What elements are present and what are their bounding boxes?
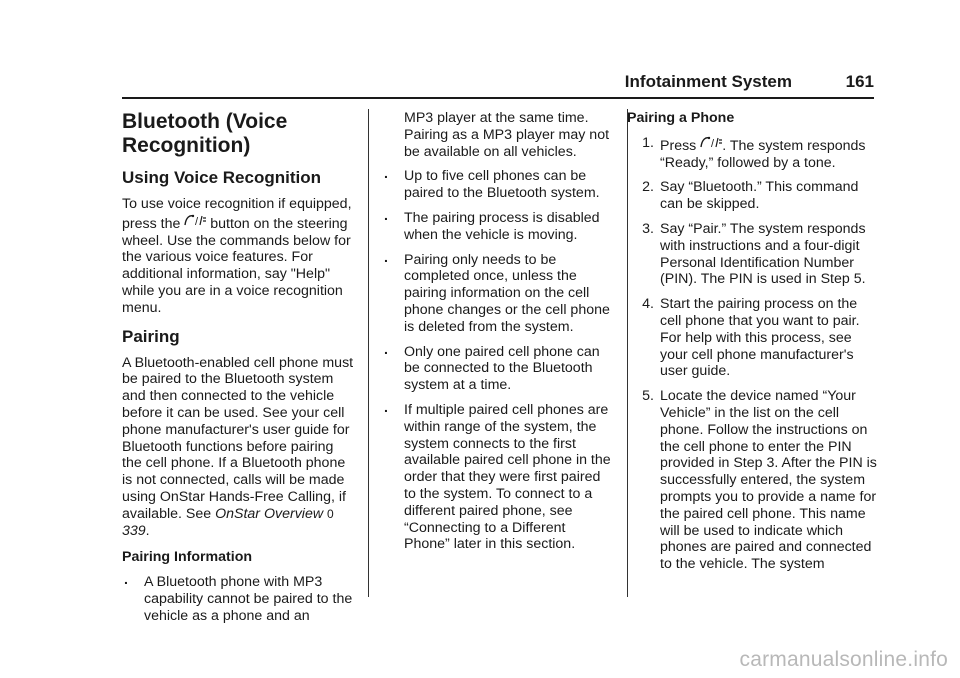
step-item: 3. Say “Pair.” The system responds with instructions and a four-digit Personal Identification Number (PIN). The PIN is used in Step 5. <box>642 220 866 288</box>
page-title: Bluetooth (Voice Recognition) <box>122 110 288 157</box>
step-item: 5. Locate the device named “Your Vehicle” in the list on the cell phone. Follow the instructions on the cell phone to enter the PIN provided in Step 3. After the PIN is successfully entered, the system prompts you to provide a name for the paired cell phone. This name will be used to indicate which phones are paired and connected to the vehicle. The system <box>642 388 877 573</box>
column-right <box>627 110 877 581</box>
list-item: . A Bluetooth phone with MP3 capability cannot be paired to the vehicle as a phone and an <box>122 574 354 624</box>
page-number: 161 <box>845 72 874 91</box>
heading-pairing: Pairing <box>122 326 180 346</box>
page-header <box>0 64 874 94</box>
svg-text:/: / <box>195 215 199 227</box>
column-left <box>122 110 354 633</box>
watermark: carmanualsonline.info <box>739 648 948 671</box>
column-divider <box>368 109 369 597</box>
list-item: . If multiple paired cell phones are within range of the system, the system connects to the first available paired cell phone in the order that they were first paired to the system. To connect to a different paired phone, see “Connecting to a Different Phone” later in this section. <box>382 402 614 553</box>
step-item: 2. Say “Bluetooth.” This command can be skipped. <box>642 179 859 213</box>
bullet-continued-text: MP3 player at the same time. Pairing as a MP3 player may not be available on all vehicles. <box>404 110 610 160</box>
pairing-paragraph: A Bluetooth-enabled cell phone must be paired to the Bluetooth system and then connected to the vehicle before it can be used. See your cell phone manufacturer's user guide for Bluetooth functions before pairing the cell phone. If a Bluetooth phone is not connected, calls will be made using OnStar Hands-Free Calling, if available. See OnStar Overview 0 339. <box>122 354 354 539</box>
page-ref-arrow: 0 <box>327 506 334 521</box>
column-middle <box>382 110 614 561</box>
list-item: . Up to five cell phones can be paired to the Bluetooth system. <box>382 168 614 202</box>
section-title: Infotainment System <box>624 72 792 91</box>
heading-pairing-information: Pairing Information <box>122 549 253 566</box>
onstar-overview-link[interactable]: OnStar Overview 0 339 <box>122 505 334 539</box>
list-item: . The pairing process is disabled when the vehicle is moving. <box>382 210 614 244</box>
heading-pairing-a-phone: Pairing a Phone <box>627 110 735 126</box>
list-item: . Only one paired cell phone can be connected to the Bluetooth system at a time. <box>382 344 614 394</box>
using-voice-paragraph: To use voice recognition if equipped, press the / button on the steering wheel. Use the commands below for the various voice features. For additional information, say "Help" while you are in a voice recognition menu. <box>122 196 352 316</box>
voice-command-icon <box>700 135 722 154</box>
step-item: 4. Start the pairing process on the cell phone that you want to pair. For help with this process, see your cell phone manufacturer's user guide. <box>642 296 860 380</box>
header-rule <box>122 97 874 99</box>
step-item: 1. Press / . The system responds “Ready,” followed by a tone. <box>642 134 866 171</box>
list-item: . Pairing only needs to be completed once, unless the pairing information on the cell phone changes or the cell phone is deleted from the system. <box>382 252 614 336</box>
svg-text:/: / <box>711 137 715 149</box>
voice-command-icon <box>184 213 206 232</box>
heading-using-voice-recognition: Using Voice Recognition <box>122 168 321 187</box>
